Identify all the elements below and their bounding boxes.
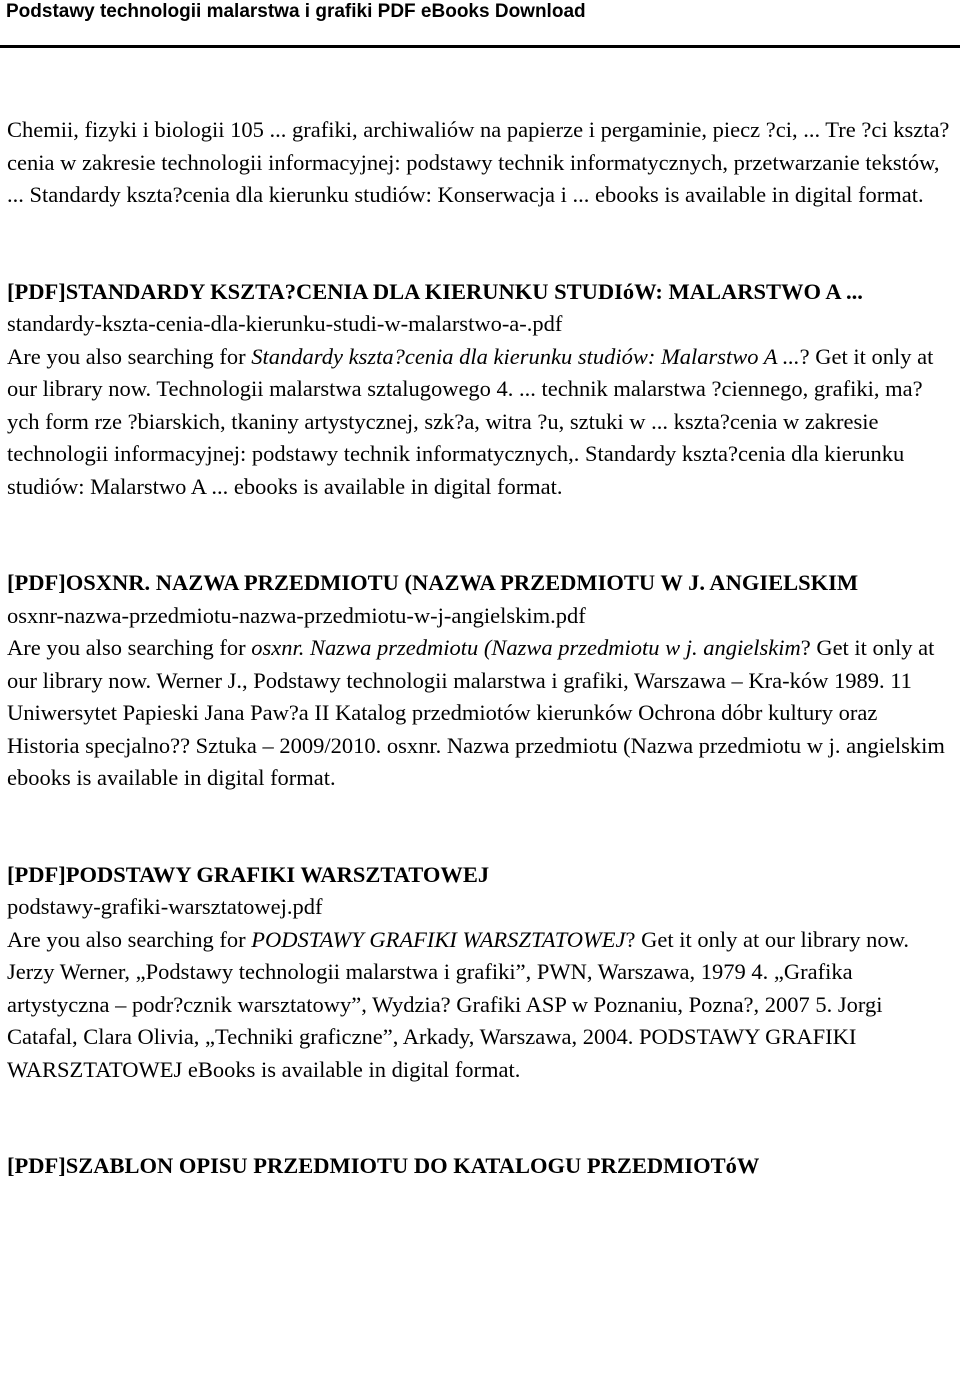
result-osxnr-nazwa <box>7 567 952 795</box>
result-standardy-malarstwo <box>7 276 952 504</box>
result-podstawy-grafiki <box>7 859 952 1087</box>
search-prefix: Are you also searching for <box>7 926 252 952</box>
result-text: ? Get it only at our library now. Technologii malarstwa sztalugowego 4. ... technik malarstwa ?ciennego, grafiki, ma?ych form rze ?biarskich, tkaniny artystycznej, szk?a, witra ?u, sztuki w ... kszta?cenia w zakresie technologii informacyjnej: podstawy technik informatycznych,. Standardy kszta?cenia dla kierunku studiów: Malarstwo A ... ebooks is available in digital format. <box>7 343 934 499</box>
result-filename[interactable]: standardy-kszta-cenia-dla-kierunku-studi-w-malarstwo-a-.pdf <box>7 311 563 336</box>
result-filename[interactable]: podstawy-grafiki-warsztatowej.pdf <box>7 894 323 919</box>
result-szablon-opisu <box>7 1150 952 1183</box>
result-description <box>7 924 952 1087</box>
search-query: osxnr. Nazwa przedmiotu (Nazwa przedmiotu w j. angielskim <box>251 635 801 660</box>
page-title: Podstawy technologii malarstwa i grafiki PDF eBooks Download <box>6 1 586 22</box>
intro-paragraph: Chemii, fizyki i biologii 105 ... grafiki, archiwaliów na papierze i pergaminie, piecz ?ci, ... Tre ?ci kszta?cenia w zakresie technologii informacyjnej: podstawy technik informatycznych, przetwarzanie tekstów, ... Standardy kszta?cenia dla kierunku studiów: Konserwacja i ... ebooks is available in digital format. <box>7 117 950 207</box>
header-divider <box>0 45 960 48</box>
search-prefix: Are you also searching for <box>7 343 252 369</box>
result-description <box>7 341 952 504</box>
result-title[interactable]: [PDF]SZABLON OPISU PRZEDMIOTU DO KATALOGU PRZEDMIOTóW <box>7 1153 760 1178</box>
search-prefix: Are you also searching for <box>7 635 252 660</box>
result-description <box>7 632 952 795</box>
result-title[interactable]: [PDF]PODSTAWY GRAFIKI WARSZTATOWEJ <box>7 861 490 887</box>
search-query: PODSTAWY GRAFIKI WARSZTATOWEJ <box>251 926 626 952</box>
document-body <box>7 114 952 1183</box>
search-query: Standardy kszta?cenia dla kierunku studiów: Malarstwo A ... <box>251 343 800 369</box>
result-text: ? Get it only at our library now. Jerzy Werner, „Podstawy technologii malarstwa i grafiki”, PWN, Warszawa, 1979 4. „Grafika artystyczna – podr?cznik warsztatowy”, Wydzia? Grafiki ASP w Poznaniu, Pozna?, 2007 5. Jorgi Catafal, Clara Olivia, „Techniki graficzne”, Arkady, Warszawa, 2004. PODSTAWY GRAFIKI WARSZTATOWEJ eBooks is available in digital format. <box>7 926 910 1082</box>
result-filename[interactable]: osxnr-nazwa-przedmiotu-nazwa-przedmiotu-w-j-angielskim.pdf <box>7 602 586 628</box>
result-title[interactable]: [PDF]STANDARDY KSZTA?CENIA DLA KIERUNKU STUDIóW: MALARSTWO A ... <box>7 278 863 304</box>
result-title[interactable]: [PDF]OSXNR. NAZWA PRZEDMIOTU (NAZWA PRZEDMIOTU W J. ANGIELSKIM <box>7 570 859 595</box>
result-text: ? Get it only at our library now. Werner J., Podstawy technologii malarstwa i grafiki, Warszawa – Kra-ków 1989. 11 Uniwersytet Papieski Jana Paw?a II Katalog przedmiotów kierunków Ochrona dóbr kultury oraz Historia specjalno?? Sztuka – 2009/2010. osxnr. Nazwa przedmiotu (Nazwa przedmiotu w j. angielskim ebooks is available in digital format. <box>7 635 945 790</box>
